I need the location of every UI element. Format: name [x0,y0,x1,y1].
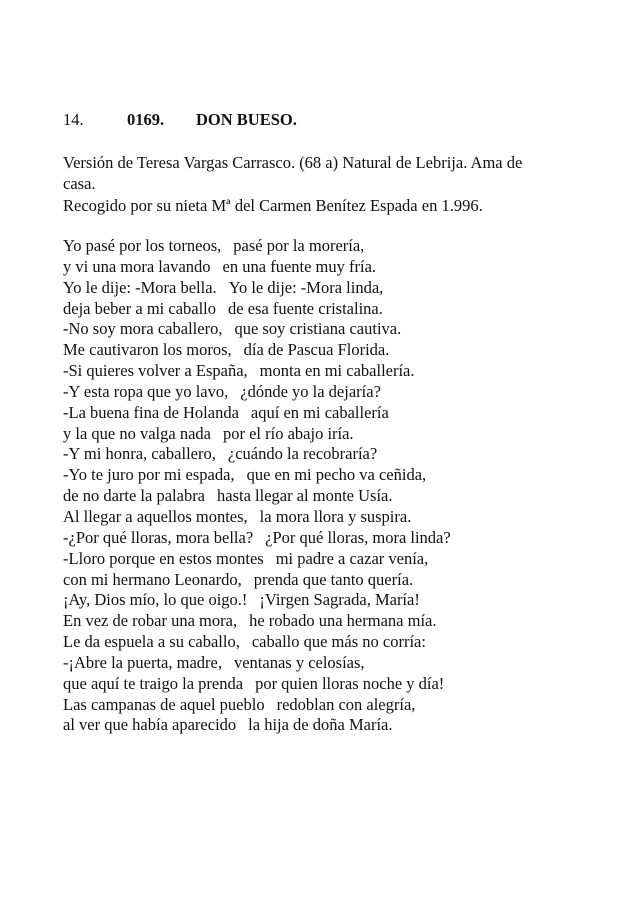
second-hemistich: mi padre a cazar venía, [275,548,429,568]
first-hemistich: Me cautivaron los moros, [63,340,232,360]
second-hemistich: de esa fuente cristalina. [228,298,383,318]
first-hemistich: y la que no valga nada [63,423,211,443]
second-hemistich: que soy cristiana cautiva. [234,319,402,339]
verse-line [63,695,583,716]
second-hemistich: ¿dónde yo la dejaría? [240,381,381,401]
first-hemistich: -Si quieres volver a España, [63,361,248,381]
intro-line: Versión de Teresa Vargas Carrasco. (68 a) Natural de Lebrija. Ama de [63,153,523,172]
second-hemistich: día de Pascua Florida. [243,340,390,360]
first-hemistich: En vez de robar una mora, [63,611,238,631]
first-hemistich: con mi hermano Leonardo, [63,569,242,589]
verse-line [63,382,583,403]
intro-line: Recogido por su nieta Mª del Carmen Benítez Espada en 1.996. [63,195,483,215]
first-hemistich: y vi una mora lavando [63,256,211,276]
second-hemistich: en una fuente muy fría. [222,256,377,276]
first-hemistich: -Y mi honra, caballero, [63,444,216,464]
first-hemistich: Yo le dije: -Mora bella. [63,277,217,297]
first-hemistich: deja beber a mi caballo [63,298,217,318]
first-hemistich: Las campanas de aquel pueblo [63,694,265,714]
verse-line [63,549,583,570]
second-hemistich: redoblan con alegría, [276,694,416,714]
second-hemistich: aquí en mi caballería [250,402,389,422]
verse-line [63,486,583,507]
ballad-title: DON BUESO. [196,110,297,129]
verse-line [63,299,583,320]
second-hemistich: prenda que tanto quería. [253,569,414,589]
first-hemistich: al ver que había aparecido [63,715,237,735]
verse-line [63,361,583,382]
verse-line [63,715,583,736]
ballad-index: 14. [63,110,84,129]
first-hemistich: -La buena fina de Holanda [63,402,239,422]
verse-line [63,340,583,361]
verse-line [63,674,583,695]
verse-line [63,257,583,278]
verse-line [63,403,583,424]
verse-line [63,444,583,465]
verse-line [63,465,583,486]
first-hemistich: -Lloro porque en estos montes [63,548,264,568]
verse-line [63,570,583,591]
second-hemistich: la mora llora y suspira. [259,506,412,526]
first-hemistich: Le da espuela a su caballo, [63,632,240,652]
verse-line [63,632,583,653]
second-hemistich: ventanas y celosías, [233,652,365,672]
second-hemistich: que en mi pecho va ceñida, [246,465,427,485]
second-hemistich: ¿Por qué lloras, mora linda? [265,527,451,547]
second-hemistich: por quien lloras noche y día! [255,673,445,693]
second-hemistich: por el río abajo iría. [222,423,354,443]
second-hemistich: monta en mi caballería. [259,361,415,381]
poem-text [63,236,583,736]
verse-line [63,236,583,257]
first-hemistich: Yo pasé por los torneos, [63,236,222,255]
version-info [63,152,583,216]
second-hemistich: Yo le dije: -Mora linda, [228,277,384,297]
verse-line [63,507,583,528]
second-hemistich: hasta llegar al monte Usía. [217,486,393,506]
intro-line: casa. [63,174,96,194]
first-hemistich: -¿Por qué lloras, mora bella? [63,527,254,547]
second-hemistich: caballo que más no corría: [251,632,426,652]
second-hemistich: la hija de doña María. [248,715,393,735]
second-hemistich: he robado una hermana mía. [249,611,437,631]
first-hemistich: que aquí te traigo la prenda [63,673,244,693]
verse-line [63,278,583,299]
verse-line [63,653,583,674]
verse-line [63,590,583,611]
verse-line [63,319,583,340]
ballad-code: 0169. [127,110,165,129]
first-hemistich: ¡Ay, Dios mío, lo que oigo.! [63,590,248,610]
verse-line [63,424,583,445]
second-hemistich: ¡Virgen Sagrada, María! [259,590,420,610]
verse-line [63,611,583,632]
first-hemistich: de no darte la palabra [63,486,206,506]
first-hemistich: Al llegar a aquellos montes, [63,506,248,526]
verse-line [63,528,583,549]
first-hemistich: -No soy mora caballero, [63,319,223,339]
second-hemistich: ¿cuándo la recobraría? [227,444,378,464]
first-hemistich: -¡Abre la puerta, madre, [63,652,222,672]
first-hemistich: -Yo te juro por mi espada, [63,465,235,485]
first-hemistich: -Y esta ropa que yo lavo, [63,381,229,401]
second-hemistich: pasé por la morería, [233,236,365,255]
